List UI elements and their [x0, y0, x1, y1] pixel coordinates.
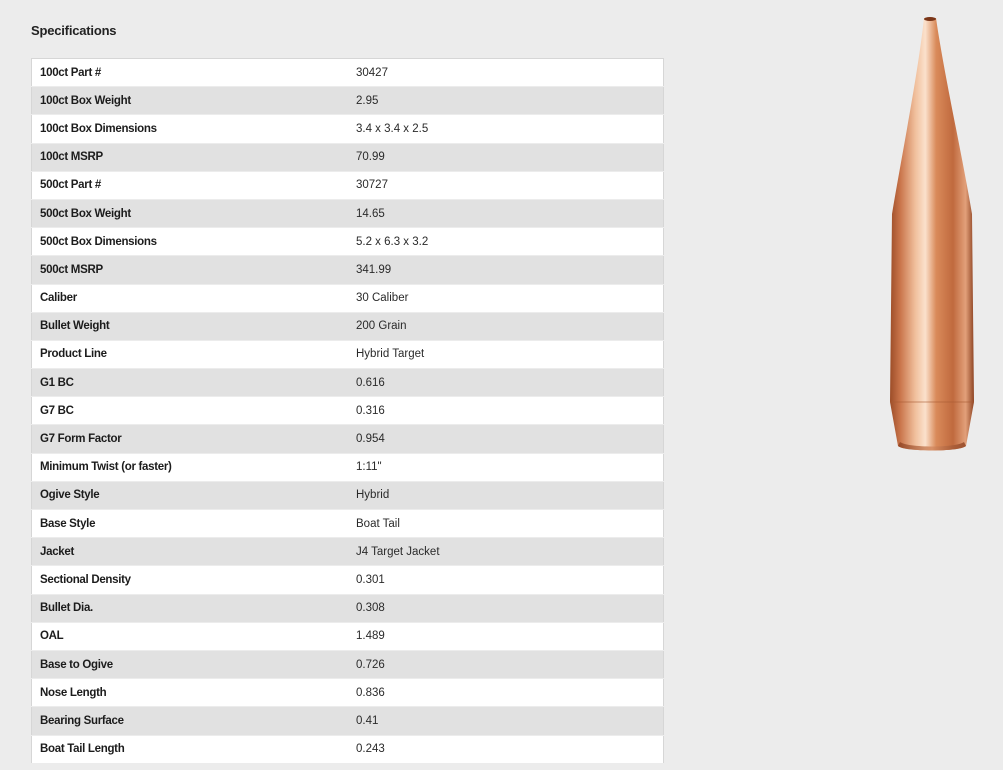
spec-label: G1 BC — [32, 369, 349, 397]
spec-value: 2.95 — [348, 87, 664, 115]
spec-label: Ogive Style — [32, 481, 349, 509]
spec-value: 1:11" — [348, 453, 664, 481]
page-title: Specifications — [31, 23, 117, 38]
spec-label: 500ct Box Dimensions — [32, 228, 349, 256]
spec-label: Sectional Density — [32, 566, 349, 594]
spec-value: 3.4 x 3.4 x 2.5 — [348, 115, 664, 143]
spec-value: 0.243 — [348, 735, 664, 763]
table-row — [32, 143, 664, 171]
spec-label: 100ct Box Weight — [32, 87, 349, 115]
table-row — [32, 171, 664, 199]
specifications-table — [31, 58, 664, 764]
spec-label: Boat Tail Length — [32, 735, 349, 763]
spec-value: 0.616 — [348, 369, 664, 397]
table-row — [32, 199, 664, 227]
spec-value: 1.489 — [348, 622, 664, 650]
table-row — [32, 312, 664, 340]
table-row — [32, 115, 664, 143]
table-row — [32, 397, 664, 425]
spec-label: Caliber — [32, 284, 349, 312]
spec-label: 100ct MSRP — [32, 143, 349, 171]
table-row — [32, 453, 664, 481]
spec-value: 0.41 — [348, 707, 664, 735]
spec-label: OAL — [32, 622, 349, 650]
table-row — [32, 538, 664, 566]
spec-value: 0.954 — [348, 425, 664, 453]
bullet-body — [890, 18, 974, 451]
spec-label: 500ct Box Weight — [32, 199, 349, 227]
table-row — [32, 87, 664, 115]
table-row — [32, 369, 664, 397]
spec-value: 200 Grain — [348, 312, 664, 340]
spec-label: 100ct Part # — [32, 59, 349, 87]
spec-label: Bullet Weight — [32, 312, 349, 340]
spec-label: 500ct Part # — [32, 171, 349, 199]
spec-value: 70.99 — [348, 143, 664, 171]
table-row — [32, 284, 664, 312]
spec-value: J4 Target Jacket — [348, 538, 664, 566]
spec-label: G7 BC — [32, 397, 349, 425]
table-row — [32, 256, 664, 284]
spec-label: 100ct Box Dimensions — [32, 115, 349, 143]
bullet-tip — [924, 17, 936, 21]
table-row — [32, 594, 664, 622]
spec-label: Bearing Surface — [32, 707, 349, 735]
spec-value: 0.836 — [348, 679, 664, 707]
table-row — [32, 566, 664, 594]
table-row — [32, 481, 664, 509]
spec-value: 0.726 — [348, 650, 664, 678]
table-row — [32, 622, 664, 650]
spec-label: Base Style — [32, 510, 349, 538]
spec-label: 500ct MSRP — [32, 256, 349, 284]
spec-value: 30427 — [348, 59, 664, 87]
spec-value: Hybrid Target — [348, 340, 664, 368]
table-row — [32, 650, 664, 678]
table-row — [32, 228, 664, 256]
table-row — [32, 679, 664, 707]
spec-label: Jacket — [32, 538, 349, 566]
spec-value: 0.301 — [348, 566, 664, 594]
table-row — [32, 707, 664, 735]
bullet-product-image — [884, 14, 980, 454]
spec-value: 0.316 — [348, 397, 664, 425]
table-row — [32, 59, 664, 87]
spec-value: 30727 — [348, 171, 664, 199]
table-row — [32, 425, 664, 453]
spec-label: G7 Form Factor — [32, 425, 349, 453]
spec-value: 14.65 — [348, 199, 664, 227]
spec-value: 30 Caliber — [348, 284, 664, 312]
spec-value: 5.2 x 6.3 x 3.2 — [348, 228, 664, 256]
spec-label: Bullet Dia. — [32, 594, 349, 622]
spec-value: Boat Tail — [348, 510, 664, 538]
table-row — [32, 735, 664, 763]
table-row — [32, 510, 664, 538]
spec-value: 0.308 — [348, 594, 664, 622]
spec-value: 341.99 — [348, 256, 664, 284]
bullet-illustration — [884, 14, 980, 454]
spec-value: Hybrid — [348, 481, 664, 509]
spec-label: Minimum Twist (or faster) — [32, 453, 349, 481]
spec-label: Nose Length — [32, 679, 349, 707]
table-row — [32, 340, 664, 368]
spec-label: Base to Ogive — [32, 650, 349, 678]
spec-label: Product Line — [32, 340, 349, 368]
